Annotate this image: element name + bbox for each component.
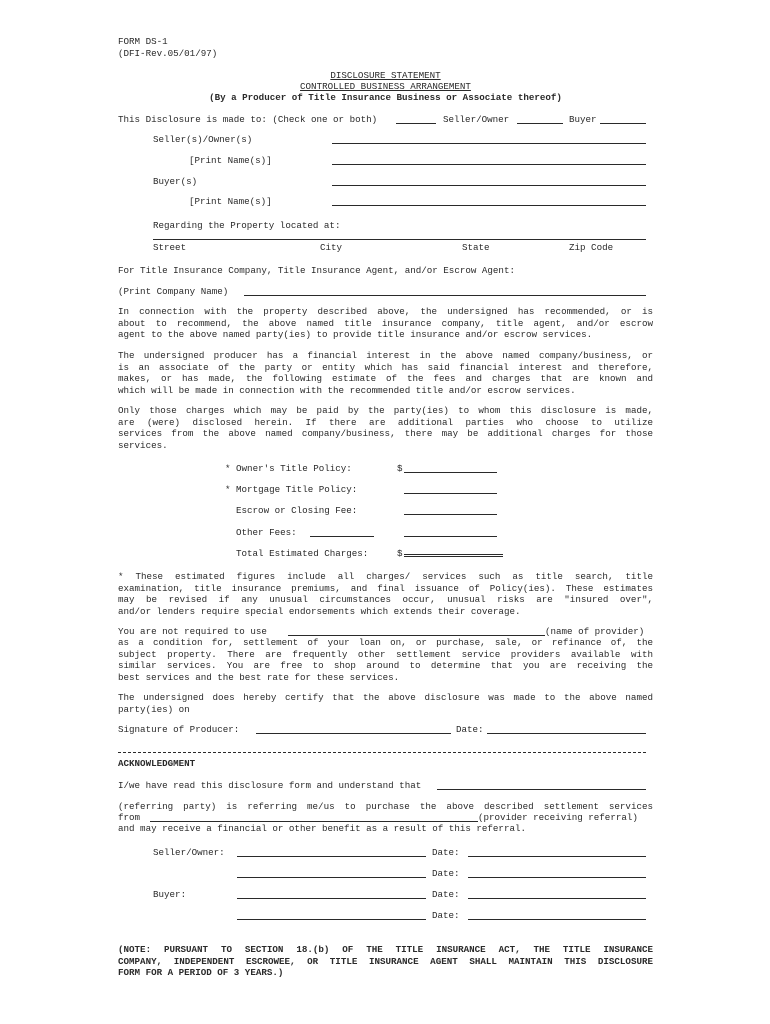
- ack-buyer-date-label-1: Date:: [432, 889, 460, 900]
- fee-escrow-field[interactable]: [404, 514, 497, 515]
- buyer-field[interactable]: [332, 185, 646, 186]
- producer-signature-label: Signature of Producer:: [118, 724, 240, 735]
- acknowledgment-title: ACKNOWLEDGMENT: [118, 758, 196, 769]
- ack-buyer-date-label-2: Date:: [432, 910, 460, 921]
- producer-signature-field[interactable]: [256, 733, 451, 734]
- ack-seller-label: Seller/Owner:: [153, 847, 225, 858]
- fee-other-field[interactable]: [404, 536, 497, 537]
- ack-buyer-signature-2[interactable]: [237, 919, 426, 920]
- company-for-label: For Title Insurance Company, Title Insurance Agent, and/or Escrow Agent:: [118, 265, 515, 276]
- fee-mortgage-policy-field[interactable]: [404, 493, 497, 494]
- ack-buyer-label: Buyer:: [153, 889, 187, 900]
- fee-other-description-field[interactable]: [310, 536, 374, 537]
- buyer-print-name-field[interactable]: [332, 205, 646, 206]
- ack-provider-label: (provider receiving referral): [478, 812, 638, 823]
- provider-name-field[interactable]: [288, 635, 545, 636]
- retention-note: (NOTE: PURSUANT TO SECTION 18.(b) OF THE TITLE INSURANCE ACT, THE TITLE INSURANCE COMPANY, INDEPENDENT ESCROWEE, OR TITLE INSURANCE AGENT SHALL MAINTAIN THIS DISCLOSURE FORM FOR A PERIOD OF 3 YEARS.): [118, 944, 653, 978]
- title-controlled-business: CONTROLLED BUSINESS ARRANGEMENT: [300, 81, 471, 92]
- buyer-label: Buyer(s): [153, 176, 198, 187]
- title-disclosure-statement: DISCLOSURE STATEMENT: [330, 70, 441, 81]
- addr-city-label: City: [320, 242, 343, 253]
- not-required-label: You are not required to use: [118, 626, 267, 637]
- section-divider: [118, 752, 646, 753]
- producer-date-field[interactable]: [487, 733, 646, 734]
- ack-seller-signature-2[interactable]: [237, 877, 426, 878]
- seller-owner-field[interactable]: [332, 143, 646, 144]
- paragraph-recommendation: In connection with the property described above, the undersigned has recommended, or is about to recommend, the above named title insurance company, title agent, and/or escrow agent to the above named party(ies) to provide title insurance and/or escrow services.: [118, 306, 653, 340]
- property-label: Regarding the Property located at:: [153, 220, 341, 231]
- form-id: FORM DS-1: [118, 36, 168, 47]
- ack-referring-party-field[interactable]: [437, 789, 646, 790]
- fee-total-field-top[interactable]: [404, 554, 503, 555]
- fee-total-dollar: $: [397, 548, 403, 559]
- addr-state-label: State: [462, 242, 490, 253]
- fee-mortgage-policy-label: * Mortgage Title Policy:: [225, 484, 358, 495]
- ack-referral-paragraph: (referring party) is referring me/us to purchase the above described settlement services: [118, 801, 653, 812]
- seller-owner-option: Seller/Owner: [443, 114, 510, 125]
- paragraph-estimate-notes: * These estimated figures include all charges/ services such as title search, title examination, title insurance premiums, and final issuance of Policy(ies). These estimates may be revised if any unusual circumstances occur, unusual risks are "insured over", and/or lenders require special endorsements which extends their coverage.: [118, 571, 653, 617]
- fee-other-label: Other Fees:: [236, 527, 297, 538]
- ack-seller-date-label-1: Date:: [432, 847, 460, 858]
- paragraph-certify: The undersigned does hereby certify that the above disclosure was made to the above named party(ies) on: [118, 692, 653, 715]
- company-name-field[interactable]: [244, 295, 646, 296]
- print-company-label: (Print Company Name): [118, 286, 229, 297]
- seller-print-name-field[interactable]: [332, 164, 646, 165]
- fee-escrow-label: Escrow or Closing Fee:: [236, 505, 358, 516]
- ack-benefit-line: and may receive a financial or other benefit as a result of this referral.: [118, 823, 526, 834]
- fee-total-label: Total Estimated Charges:: [236, 548, 369, 559]
- ack-buyer-date-2[interactable]: [468, 919, 646, 920]
- check-buyer-blank[interactable]: [517, 123, 563, 124]
- fee-total-field-bottom: [404, 556, 503, 557]
- paragraph-charges: Only those charges which may be paid by the party(ies) to whom this disclosure is made, are (were) disclosed herein. If there are additional parties who choose to utilize services from the above named company/business, there may be additional charges for those services.: [118, 405, 653, 451]
- addr-street-label: Street: [153, 242, 187, 253]
- buyer-option: Buyer: [569, 114, 597, 125]
- fee-owner-policy-label: * Owner's Title Policy:: [225, 463, 352, 474]
- buyer-print-name-label: [Print Name(s)]: [189, 196, 272, 207]
- fee-owner-policy-field[interactable]: [404, 472, 497, 473]
- seller-owner-label: Seller(s)/Owner(s): [153, 134, 253, 145]
- paragraph-financial-interest: The undersigned producer has a financial interest in the above named company/business, or is an associate of the party or entity which has said financial interest and therefore, makes, or has made, the following estimate of the fees and charges that are known and which will be made in connection with the recommended title and/or escrow services.: [118, 350, 653, 396]
- form-revision: (DFI-Rev.05/01/97): [118, 48, 218, 59]
- ack-buyer-date-1[interactable]: [468, 898, 646, 899]
- seller-print-name-label: [Print Name(s)]: [189, 155, 272, 166]
- property-address-field[interactable]: [153, 239, 646, 240]
- title-producer: (By a Producer of Title Insurance Business or Associate thereof): [209, 92, 562, 103]
- producer-date-label: Date:: [456, 724, 484, 735]
- addr-zip-label: Zip Code: [569, 242, 614, 253]
- provider-name-label: (name of provider): [545, 626, 645, 637]
- ack-provider-field[interactable]: [150, 821, 478, 822]
- ack-understand-label: I/we have read this disclosure form and understand that: [118, 780, 422, 791]
- ack-seller-signature-1[interactable]: [237, 856, 426, 857]
- fee-owner-dollar: $: [397, 463, 403, 474]
- check-seller-blank[interactable]: [396, 123, 436, 124]
- disclosure-to-label: This Disclosure is made to: (Check one or both): [118, 114, 378, 125]
- buyer-option-blank[interactable]: [600, 123, 646, 124]
- ack-seller-date-2[interactable]: [468, 877, 646, 878]
- paragraph-not-required: as a condition for, settlement of your loan on, or purchase, sale, or refinance of, the subject property. There are frequently other settlement service providers available with similar services. You are free to shop around to determine that you are receiving the best services and the best rate for these services.: [118, 637, 653, 683]
- ack-seller-date-1[interactable]: [468, 856, 646, 857]
- ack-seller-date-label-2: Date:: [432, 868, 460, 879]
- ack-buyer-signature-1[interactable]: [237, 898, 426, 899]
- ack-from-label: from: [118, 812, 141, 823]
